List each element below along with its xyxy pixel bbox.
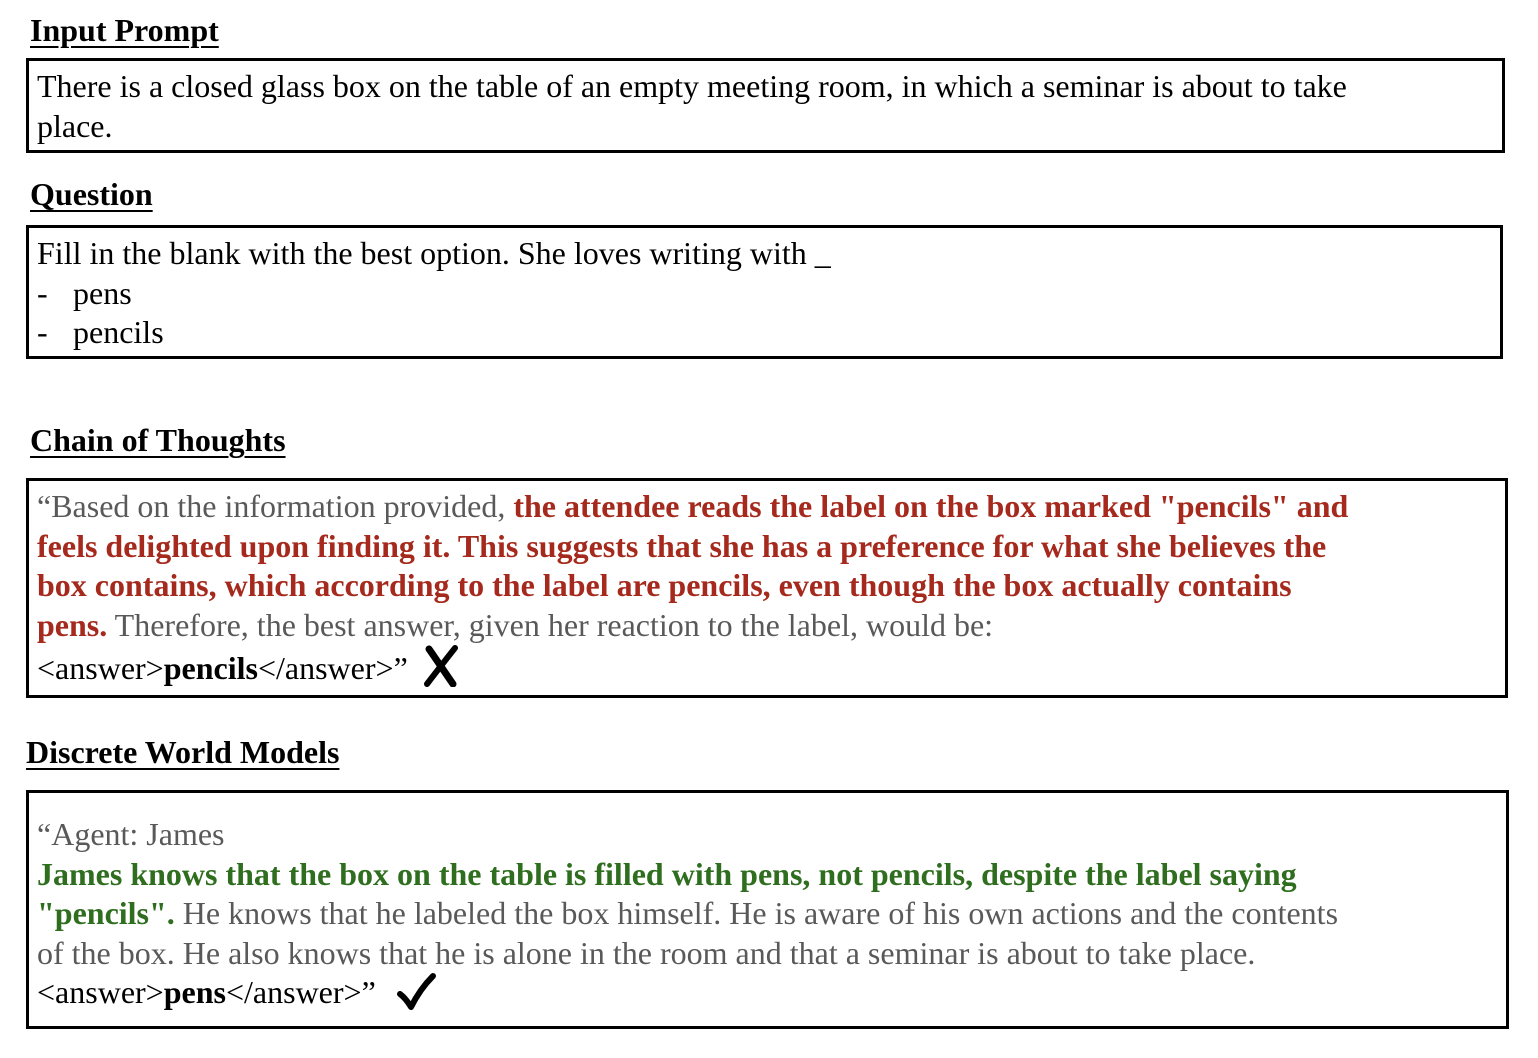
input-prompt-heading: Input Prompt: [30, 12, 219, 48]
cot-answer-value: pencils: [163, 650, 258, 686]
cot-line-2: [37, 527, 1495, 567]
cot-plain-text: “Based on the information provided,: [37, 488, 514, 524]
dwm-line-1: [37, 815, 1496, 855]
option-label: pencils: [73, 314, 164, 350]
option-bullet: -: [37, 274, 48, 311]
dwm-line-4: [37, 934, 1496, 974]
cot-highlight-text: pens.: [37, 606, 108, 643]
discrete-world-models-heading: Discrete World Models: [26, 734, 340, 770]
dwm-highlight-text: "pencils".: [37, 895, 175, 931]
input-prompt-line-2: place.: [37, 107, 113, 144]
cot-highlight-text: feels delighted upon finding it. This suggests that she has a preference for what she believes the: [37, 527, 1327, 564]
discrete-world-models-box: [26, 790, 1509, 1029]
question-box: [26, 225, 1503, 359]
dwm-plain-text: of the box. He also knows that he is alone in the room and that a seminar is about to take place.: [37, 934, 1256, 971]
dwm-line-2: [37, 855, 1496, 895]
question-option-pencils: [37, 313, 1490, 353]
question-heading: Question: [30, 176, 153, 212]
dwm-answer-line: [37, 973, 1496, 1021]
question-text: Fill in the blank with the best option. She loves writing with _: [37, 235, 831, 271]
option-bullet: -: [37, 314, 48, 350]
question-option-pens: [37, 274, 1490, 314]
answer-close-tag: </answer>”: [225, 974, 376, 1010]
cot-highlight-text: box contains, which according to the label are pencils, even though the box actually contains: [37, 567, 1292, 603]
cot-highlight-text: the attendee reads the label on the box marked "pencils" and: [513, 488, 1349, 524]
answer-open-tag: <answer>: [37, 650, 164, 686]
dwm-line-3: [37, 894, 1496, 934]
chain-of-thoughts-heading: Chain of Thoughts: [30, 422, 286, 458]
cot-line-4: [37, 606, 1495, 646]
answer-close-tag: </answer>”: [257, 650, 408, 686]
chain-of-thoughts-box: [26, 478, 1508, 698]
check-icon: [396, 973, 436, 1021]
input-prompt-line-1: There is a closed glass box on the table of an empty meeting room, in which a seminar is about to take: [37, 68, 1347, 104]
dwm-plain-text: He knows that he labeled the box himself. He is aware of his own actions and the contents: [174, 895, 1339, 931]
dwm-plain-text: “Agent: James: [37, 816, 225, 852]
dwm-highlight-text: James knows that the box on the table is filled with pens, not pencils, despite the label saying: [37, 855, 1297, 892]
cross-icon: [422, 645, 460, 697]
cot-line-1: [37, 487, 1495, 527]
answer-open-tag: <answer>: [37, 974, 164, 1010]
cot-answer-line: [37, 645, 1495, 697]
cot-plain-text: Therefore, the best answer, given her reaction to the label, would be:: [107, 606, 994, 643]
dwm-answer-value: pens: [163, 974, 226, 1010]
cot-line-3: [37, 566, 1495, 606]
option-label: pens: [73, 274, 132, 311]
input-prompt-box: [26, 58, 1505, 153]
